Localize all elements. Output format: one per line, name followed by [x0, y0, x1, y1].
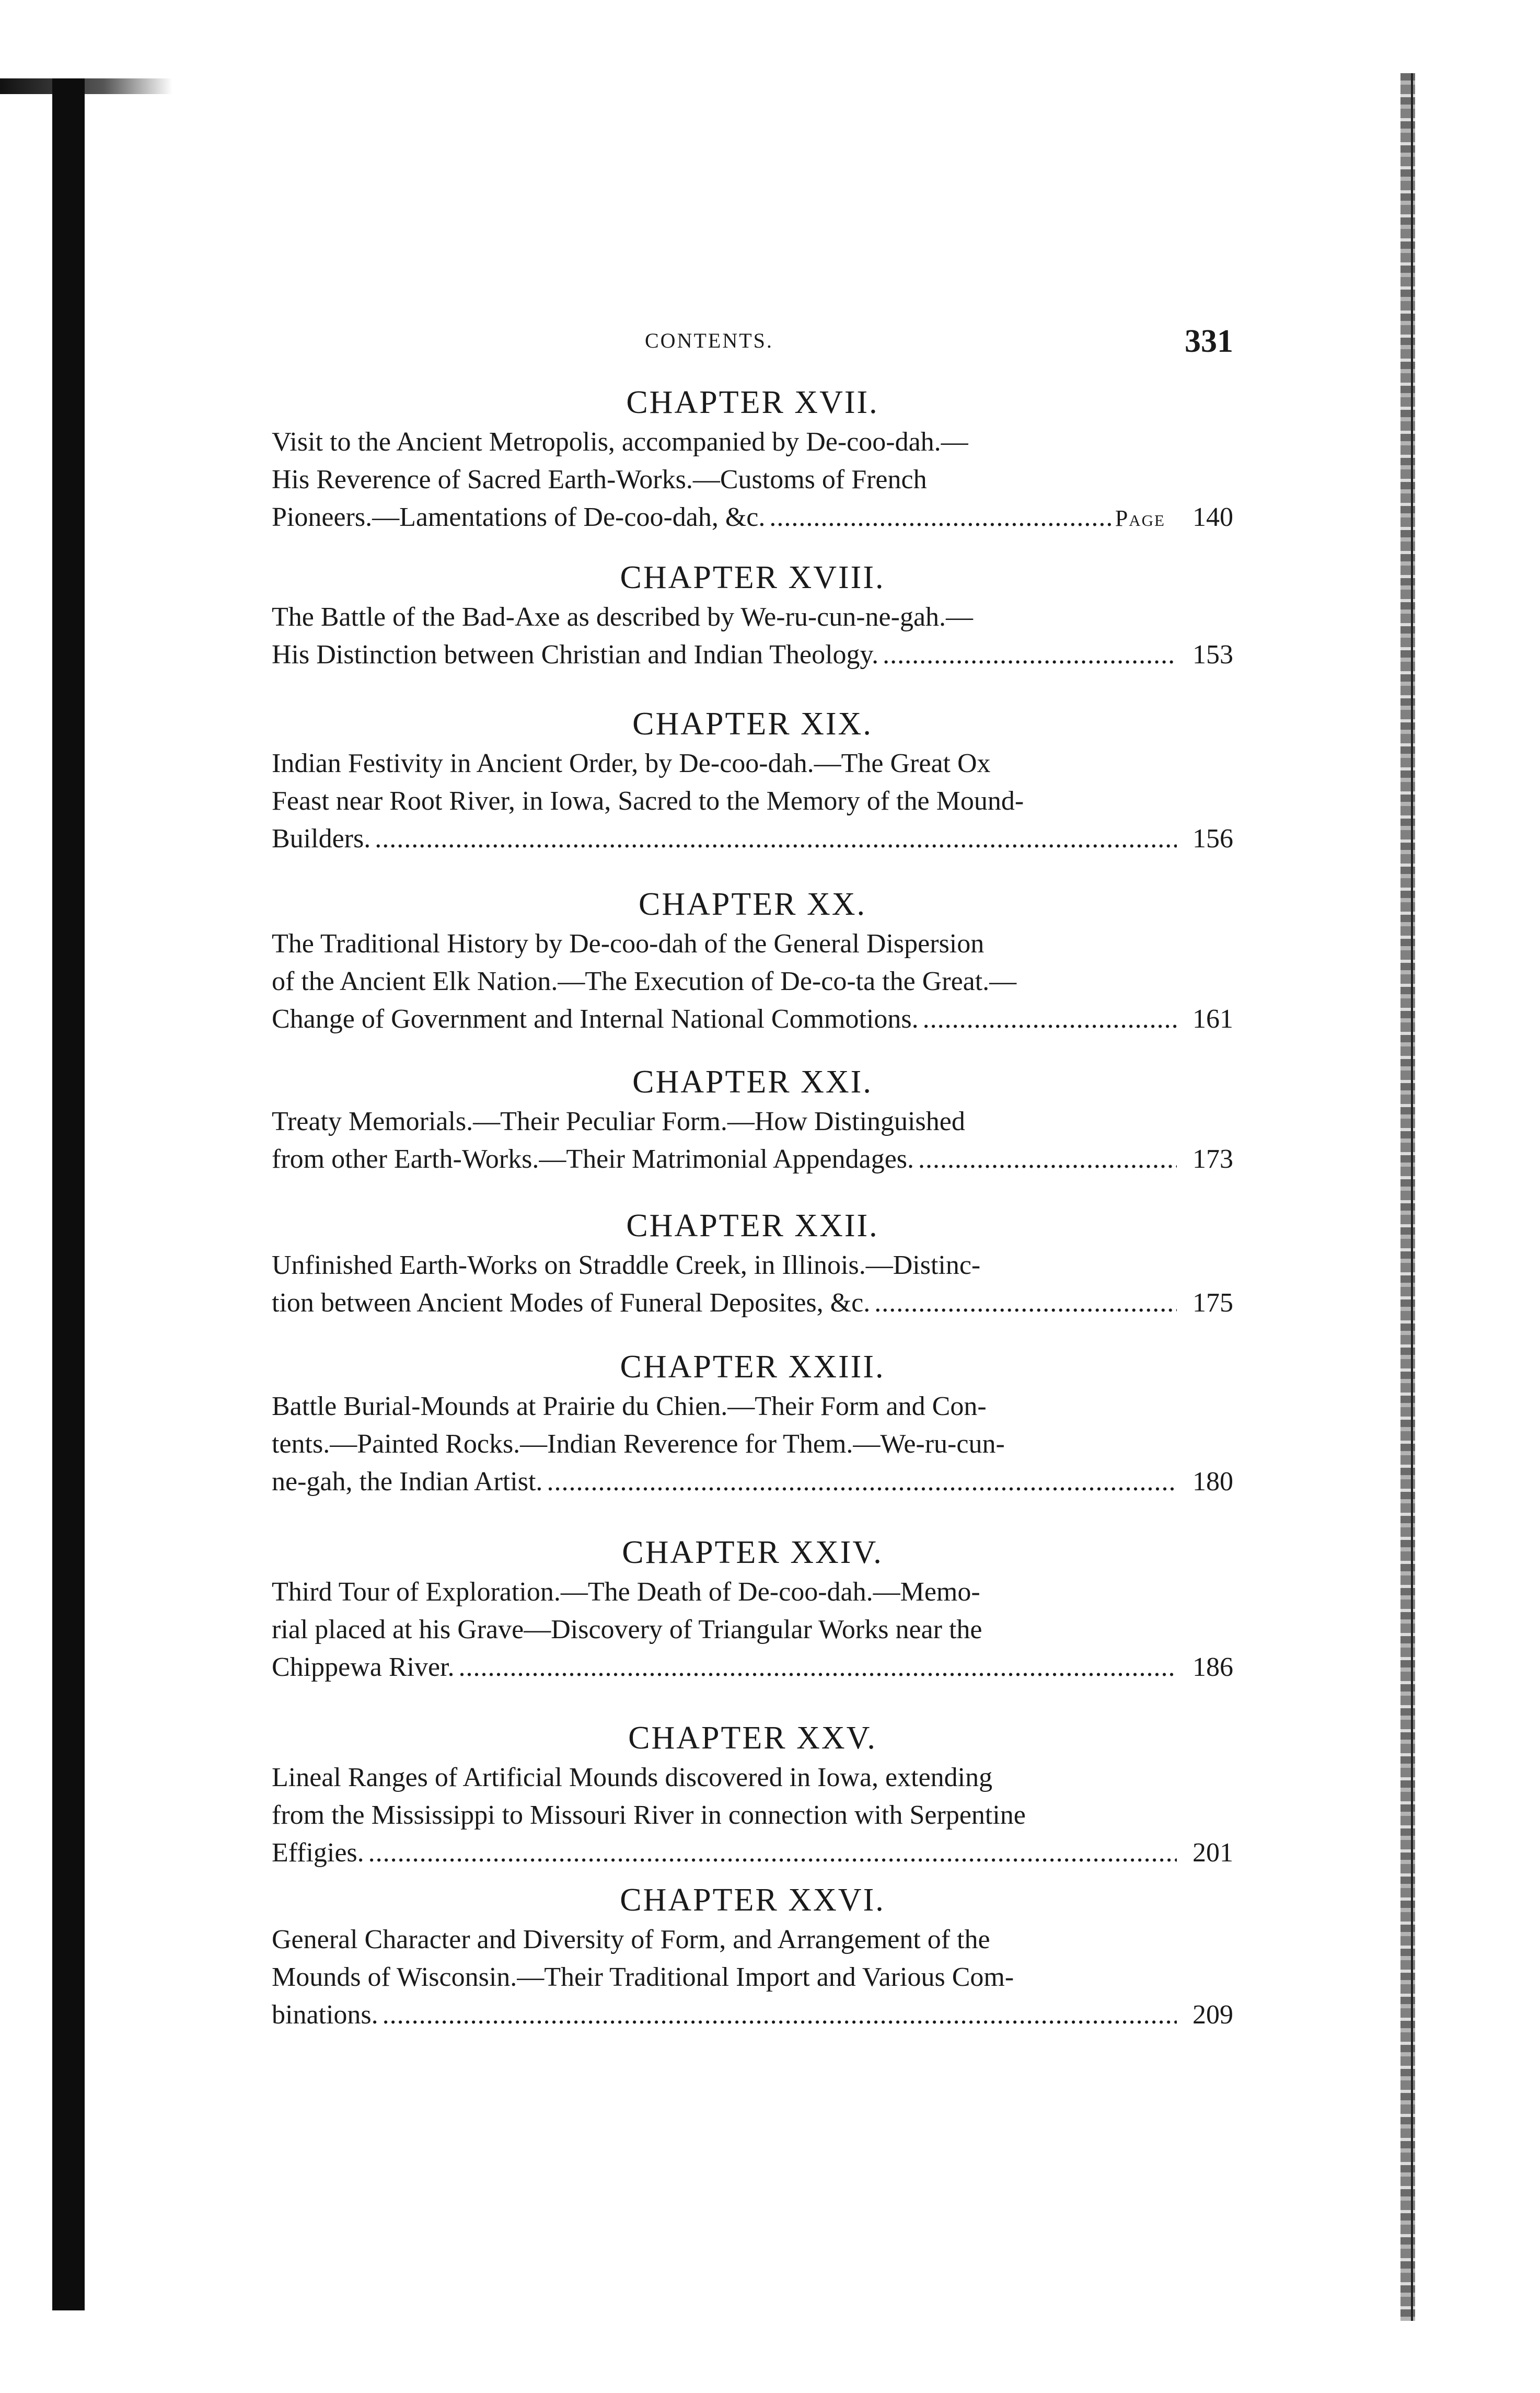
entry-line: Indian Festivity in Ancient Order, by De-coo-dah.—The Great Ox	[272, 749, 991, 778]
running-head: CONTENTS.	[645, 329, 773, 352]
chapter-heading: CHAPTER XVIII.	[620, 560, 885, 595]
entry-last-line	[272, 1996, 1233, 2034]
page-header	[272, 323, 1233, 365]
entry-text: His Distinction between Christian and Indian Theology.	[272, 640, 879, 670]
chapter-entry-xvii	[272, 382, 1233, 537]
entry-last-line	[272, 1141, 1233, 1178]
entry-text: tion between Ancient Modes of Funeral Deposites, &c.	[272, 1288, 871, 1318]
entry-text: Change of Government and Internal National Commotions.	[272, 1004, 919, 1034]
entry-last-line	[272, 1463, 1233, 1501]
page-ref: 161	[1192, 1004, 1233, 1034]
entry-last-line	[272, 1649, 1233, 1686]
entry-line: General Character and Diversity of Form, and Arrangement of the	[272, 1925, 990, 1954]
entry-text: Pioneers.—Lamentations of De-coo-dah, &c.	[272, 502, 766, 532]
entry-line: Unfinished Earth-Works on Straddle Creek, in Illinois.—Distinc-	[272, 1250, 981, 1280]
page-ref: 140	[1192, 502, 1233, 532]
entry-last-line	[272, 1000, 1233, 1038]
entry-line: Feast near Root River, in Iowa, Sacred to the Memory of the Mound-	[272, 786, 1024, 816]
chapter-heading: CHAPTER XXVI.	[620, 1882, 885, 1918]
chapter-entry-xxiii	[272, 1346, 1233, 1501]
leader-dots	[383, 1996, 1177, 2034]
entry-line: Treaty Memorials.—Their Peculiar Form.—How Distinguished	[272, 1107, 965, 1136]
chapter-entry-xix	[272, 703, 1233, 858]
entry-text: Builders.	[272, 824, 371, 854]
chapter-heading: CHAPTER XXV.	[628, 1720, 877, 1756]
leader-dots	[874, 1284, 1177, 1322]
chapter-heading: CHAPTER XX.	[638, 887, 867, 922]
entry-line: of the Ancient Elk Nation.—The Execution of De-co-ta the Great.—	[272, 967, 1017, 996]
entry-line: tents.—Painted Rocks.—Indian Reverence for Them.—We-ru-cun-	[272, 1429, 1005, 1459]
chapter-entry-xxi	[272, 1061, 1233, 1178]
entry-last-line	[272, 636, 1233, 674]
entry-line: The Battle of the Bad-Axe as described by We-ru-cun-ne-gah.—	[272, 602, 974, 632]
chapter-entry-xxv	[272, 1717, 1233, 1872]
page-ref: 173	[1192, 1144, 1233, 1174]
chapter-entry-xxvi	[272, 1879, 1233, 2034]
entry-line: His Reverence of Sacred Earth-Works.—Customs of French	[272, 465, 927, 494]
chapter-entry-xviii	[272, 557, 1233, 674]
entry-line: from the Mississippi to Missouri River in connection with Serpentine	[272, 1800, 1026, 1830]
page-label: Page	[1115, 505, 1165, 531]
binding-shadow-top	[0, 78, 172, 94]
chapter-heading: CHAPTER XXII.	[626, 1208, 879, 1244]
entry-last-line	[272, 1834, 1233, 1872]
entry-line: Visit to the Ancient Metropolis, accompanied by De-coo-dah.—	[272, 427, 968, 457]
leader-dots	[883, 636, 1177, 674]
entry-line: Mounds of Wisconsin.—Their Traditional Import and Various Com-	[272, 1962, 1014, 1992]
entry-line: Battle Burial-Mounds at Prairie du Chien.—Their Form and Con-	[272, 1391, 987, 1421]
page-ref: 156	[1192, 824, 1233, 854]
binding-shadow	[52, 78, 85, 2310]
page-number: 331	[1185, 324, 1233, 359]
page-edge-line	[1411, 73, 1413, 2321]
chapter-heading: CHAPTER XXIII.	[620, 1349, 885, 1385]
chapter-heading: CHAPTER XIX.	[632, 706, 873, 742]
entry-line: The Traditional History by De-coo-dah of the General Dispersion	[272, 929, 985, 959]
entry-text: ne-gah, the Indian Artist.	[272, 1467, 543, 1497]
page-ref: 153	[1192, 640, 1233, 670]
chapter-heading: CHAPTER XXIV.	[622, 1535, 883, 1570]
page-ref: 175	[1192, 1288, 1233, 1318]
leader-dots	[375, 820, 1177, 858]
entry-line: Lineal Ranges of Artificial Mounds discovered in Iowa, extending	[272, 1763, 993, 1792]
chapter-heading: CHAPTER XXI.	[632, 1064, 873, 1100]
page-ref: 209	[1192, 2000, 1233, 2030]
leader-dots	[769, 499, 1110, 536]
entry-last-line	[272, 1284, 1233, 1322]
entry-line: rial placed at his Grave—Discovery of Triangular Works near the	[272, 1615, 982, 1644]
entry-line: Third Tour of Exploration.—The Death of De-coo-dah.—Memo-	[272, 1577, 980, 1607]
page-ref: 186	[1192, 1652, 1233, 1682]
entry-text: from other Earth-Works.—Their Matrimonial Appendages.	[272, 1144, 914, 1174]
leader-dots	[368, 1834, 1177, 1872]
leader-dots	[459, 1649, 1177, 1686]
page-ref: 201	[1192, 1838, 1233, 1868]
entry-text: binations.	[272, 2000, 378, 2030]
page-ref: 180	[1192, 1467, 1233, 1497]
leader-dots	[547, 1463, 1177, 1501]
chapter-entry-xx	[272, 883, 1233, 1038]
entry-last-line	[272, 820, 1233, 858]
entry-text: Chippewa River.	[272, 1652, 455, 1682]
entry-text: Effigies.	[272, 1838, 364, 1868]
chapter-entry-xxii	[272, 1205, 1233, 1322]
entry-last-line	[272, 499, 1233, 537]
leader-dots	[923, 1000, 1177, 1038]
chapter-heading: CHAPTER XVII.	[626, 385, 879, 420]
leader-dots	[918, 1141, 1177, 1178]
chapter-entry-xxiv	[272, 1532, 1233, 1686]
